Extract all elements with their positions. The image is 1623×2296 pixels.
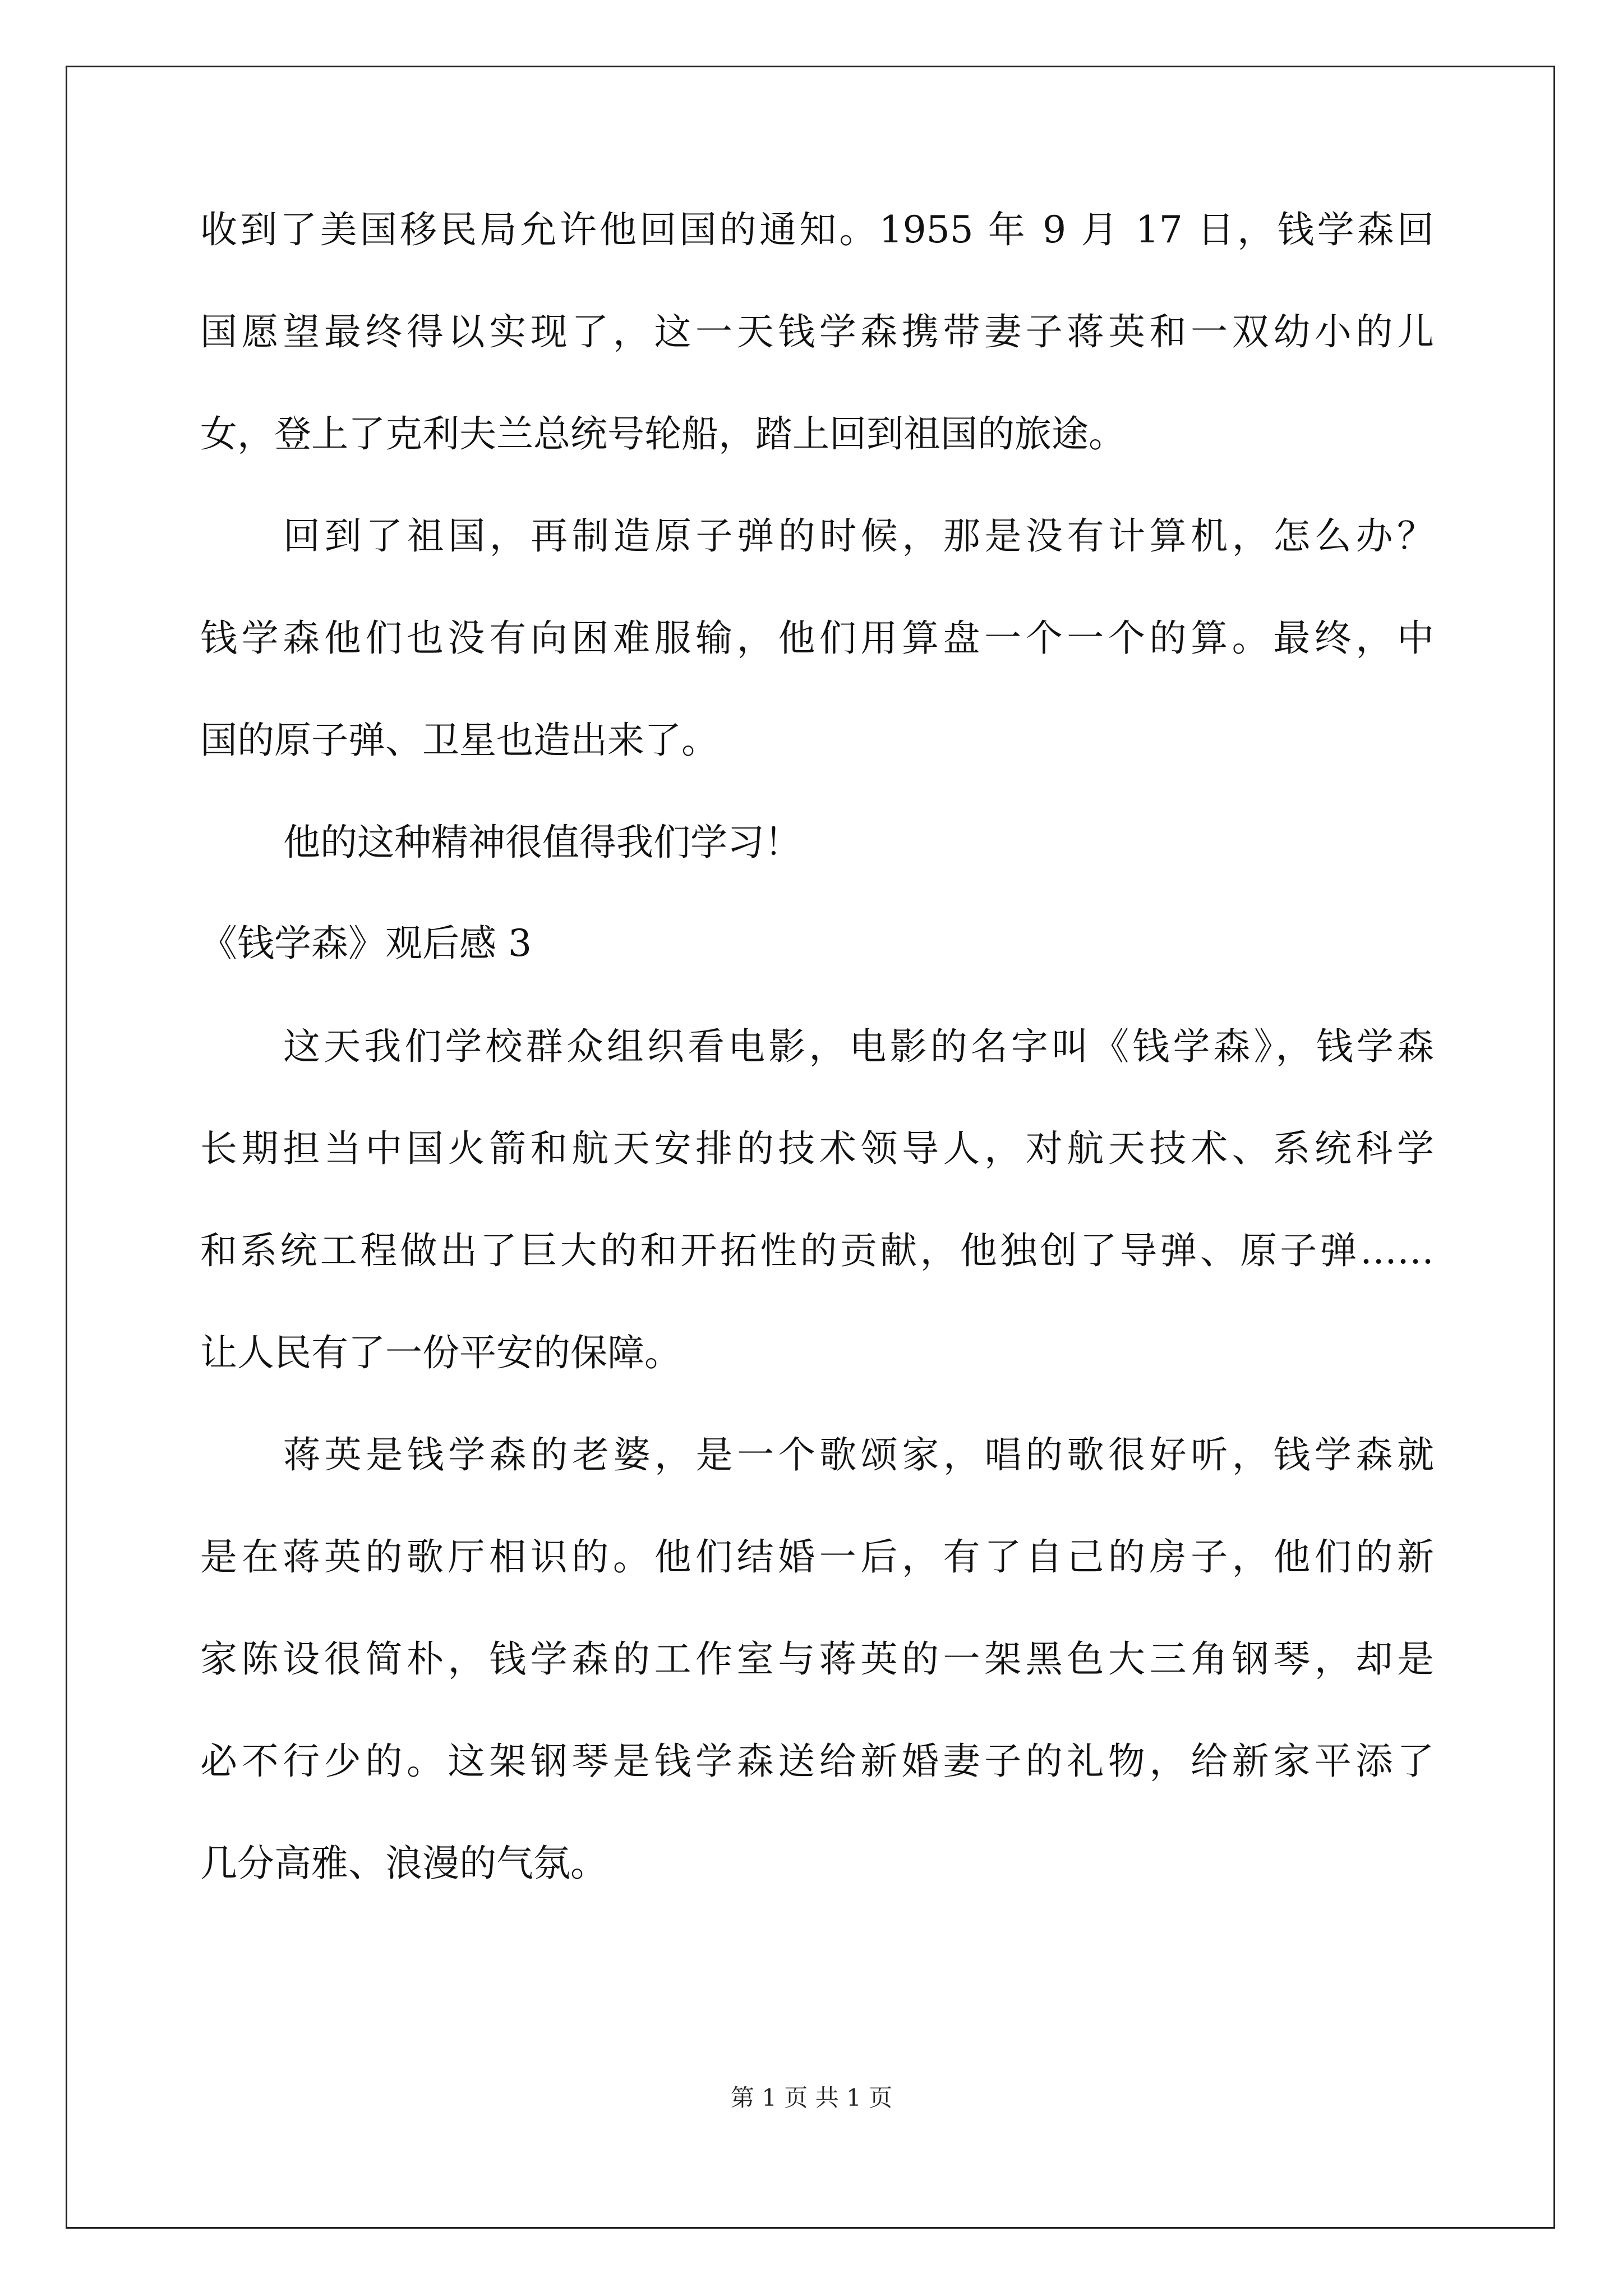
text-line: 是在蒋英的歌厅相识的。他们结婚一后，有了自己的房子，他们的新 (200, 1535, 1434, 1579)
paragraph-start-line: 回到了祖国，再制造原子弹的时候，那是没有计算机，怎么办？ (283, 514, 1434, 558)
text-line: 让人民有了一份平安的保障。 (200, 1331, 681, 1374)
paragraph-start-line: 他的这种精神很值得我们学习！ (283, 821, 801, 864)
text-line: 家陈设很简朴，钱学森的工作室与蒋英的一架黑色大三角钢琴，却是 (200, 1637, 1434, 1681)
text-line: 几分高雅、浪漫的气氛。 (200, 1842, 607, 1885)
text-line: 女，登上了克利夫兰总统号轮船，踏上回到祖国的旅途。 (200, 412, 1126, 455)
section-heading: 《钱学森》观后感 3 (200, 922, 532, 965)
text-line: 国的原子弹、卫星也造出来了。 (200, 719, 718, 762)
paragraph-start-line: 蒋英是钱学森的老婆，是一个歌颂家，唱的歌很好听，钱学森就 (283, 1433, 1434, 1476)
text-line: 必不行少的。这架钢琴是钱学森送给新婚妻子的礼物，给新家平添了 (200, 1740, 1434, 1783)
text-line: 和系统工程做出了巨大的和开拓性的贡献，他独创了导弹、原子弹…… (200, 1229, 1434, 1272)
page-number-footer: 第 1 页 共 1 页 (730, 2084, 893, 2111)
text-line: 国愿望最终得以实现了，这一天钱学森携带妻子蒋英和一双幼小的儿 (200, 310, 1434, 353)
text-line: 钱学森他们也没有向困难服输，他们用算盘一个一个的算。最终，中 (200, 616, 1434, 660)
text-line: 长期担当中国火箭和航天安排的技术领导人，对航天技术、系统科学 (200, 1127, 1434, 1170)
paragraph-start-line: 这天我们学校群众组织看电影，电影的名字叫《钱学森》，钱学森 (283, 1025, 1434, 1068)
text-line: 收到了美国移民局允许他回国的通知。1955 年 9 月 17 日，钱学森回 (200, 208, 1434, 251)
